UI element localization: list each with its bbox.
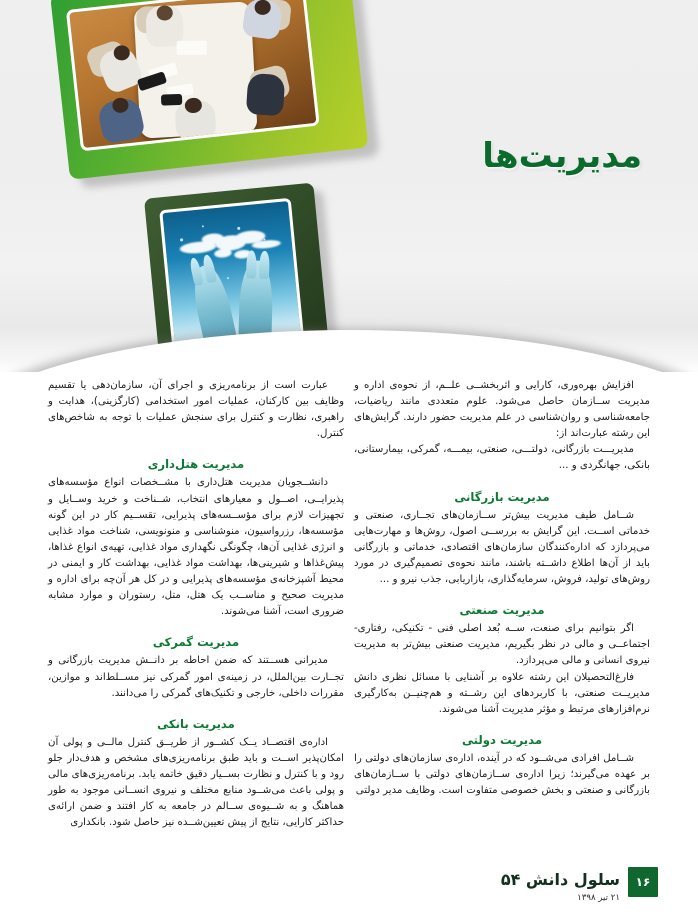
issue-date: ۲۱ تیر ۱۳۹۸ xyxy=(577,893,620,903)
section-heading-gomroki: مدیریت گمرکی xyxy=(152,635,240,650)
page-title: مدیریت‌ها xyxy=(482,136,642,176)
finger xyxy=(246,251,257,279)
page-number-badge: ۱۶ xyxy=(628,867,658,897)
meeting-photo xyxy=(50,0,370,194)
finger xyxy=(259,251,270,279)
world-hands-photo-image xyxy=(159,198,304,350)
tablet-device xyxy=(161,94,182,106)
person xyxy=(246,72,286,115)
left-intro-paragraph: عبارت است از برنامه‌ریزی و اجرای آن، سازمان‌دهی یا تقسیم وظایف بین کارکنان، عملیات امور استخدامی (کارگزینی)، هدایت و راهبری، نظارت و کنترل برای سنجش عملیات با توجه به شاخص‌های کنترل. xyxy=(48,380,344,440)
section-gomroki-paragraph: مدیرانی هســتند که ضمن احاطه بر دانــش مدیریت بازرگانی و تجــارت بین‌الملل، در زمینه‌ی امور گمرکی نیز مســلط‌اند و موازین، مقررات داخلی، خارجی و تکنیک‌های گمرکی را می‌دانند. xyxy=(48,655,344,699)
sparkle xyxy=(202,225,204,227)
right-intro-paragraph: افزایش بهره‌وری، کارایی و اثربخشــی علــم، از نحوه‌ی اداره و مدیریت ســازمان حاصل می‌شود. علوم متعددی مانند ریاضیات، جامعه‌شناسی و روان‌شناسی در علم مدیریت حضور دارند. گرایش‌های این رشته عبارت‌اند از: xyxy=(354,380,650,440)
section-heading-banki: مدیریت بانکی xyxy=(157,716,235,731)
right-intro-list: مدیریـــت بازرگانی، دولتـــی، صنعتی، بیمـــه، گمرکی، بیمارستانی، بانکی، جهانگردی و ... xyxy=(354,444,650,472)
section-sanati-paragraph-1: اگر بتوانیم برای صنعت، ســه بُعد اصلی فنی - تکنیکی، رفتاری- اجتماعــی و مالی در نظر بگیریم، مدیریت صنعتی بیش‌تر به مدیریت نیروی انسانی و مالی می‌پردازد. xyxy=(354,623,650,667)
section-heading-sanati: مدیریت صنعتی xyxy=(459,603,545,618)
meeting-photo-image xyxy=(66,0,320,151)
sparkle xyxy=(227,277,229,279)
left-column xyxy=(48,378,344,831)
paper-sheet xyxy=(177,41,207,55)
section-heading-dolati: مدیریت دولتی xyxy=(461,732,543,747)
article-columns xyxy=(0,378,698,858)
section-heading-hoteldari: مدیریت هتل‌داری xyxy=(147,457,245,472)
section-heading-bazargani: مدیریت بازرگانی xyxy=(454,489,550,504)
magazine-brand: سلول دانش ۵۴ xyxy=(500,870,620,889)
section-hoteldari-paragraph: دانشــجویان مدیریت هتل‌داری با مشــخصات انواع مؤسسه‌های پذیرایــی، اصــول و معیارهای انتخاب، شــناخت و خرید وســایل و تجهیزات لازم برای مؤســسه‌های پذیرایی، تقســیم کار در این گونه مؤسسه‌ها، رزرواسیون، منوشناسی و منونویسی، شناخت مواد غذایی و انرژی غذایی آن‌ها، چگونگی نگهداری مواد غذایی، تهیه‌ی انواع غذاها، پیش‌غذاها و شیرینی‌ها، بهداشت مواد غذایی، بهداشت کار و ایمنی در محیط آشپزخانه‌ی مؤسسه‌های پذیرایی و در کل هر آن‌چه برای اداره و مدیریت صحیح و مناســب یک هتل، متل، رستوران و موارد مشابه ضروری است، آشنا می‌شوند. xyxy=(48,477,344,618)
section-banki-paragraph: اداره‌ی اقتصــاد یــک کشــور از طریــق کنترل مالــی و پولی آن امکان‌پذیر اســت و باید طبق برنامه‌ریزی‌های مشخص و هدف‌دار جلو رود و با کنترل و نظارت بســیار دقیق خاتمه یابد. برنامه‌ریزی‌های مالی و پولی باعث می‌شــود منابع مختلف و نیروی انســانی موجود به طور هماهنگ و به شــیوه‌ی ســالم در جامعه به کار افتند و ضمن ارائه‌ی حداکثر کارایی، نتایج از پیش تعیین‌شــده نیز حاصل شود. بانکداری xyxy=(48,736,344,829)
right-column xyxy=(354,378,650,799)
section-bazargani-paragraph: شــامل طیف مدیریت بیش‌تر ســازمان‌های تجــاری، صنعتی و خدماتی اســت. این گرایش به بررســی اصول، روش‌ها و مهارت‌هایی می‌پردازد که اداره‌کنندگان سازمان‌های اقتصادی، خدماتی و بازرگانی باید از آن‌ها اطلاع داشــته باشند، مانند نحوه‌ی تصمیم‌گیری در مورد روش‌های تولید، فروش، سرمایه‌گذاری، بازاریابی، جذب نیرو و ... xyxy=(354,509,650,586)
section-dolati-paragraph: شــامل افرادی می‌شــود که در آینده، اداره‌ی سازمان‌های دولتی را بر عهده می‌گیرند؛ زیرا اداره‌ی ســازمان‌های دولتی با ســازمان‌های بازرگانی و صنعتی و بخش خصوصی متفاوت است. وظایف مدیر دولتی xyxy=(354,752,650,797)
page-footer xyxy=(0,861,698,919)
world-map-glow xyxy=(171,218,286,277)
section-sanati-paragraph-2: فارغ‌التحصیلان این رشته علاوه بر آشنایی با مسائل نظری دانش مدیریــت صنعتی، با کاربردهای این رشــته و هم‌چنیــن به‌کارگیری نرم‌افزارهای مرتبط و مؤثر مدیریت آشنا می‌شوند. xyxy=(354,671,650,715)
sparkle xyxy=(180,238,183,241)
hero-section xyxy=(0,0,698,372)
